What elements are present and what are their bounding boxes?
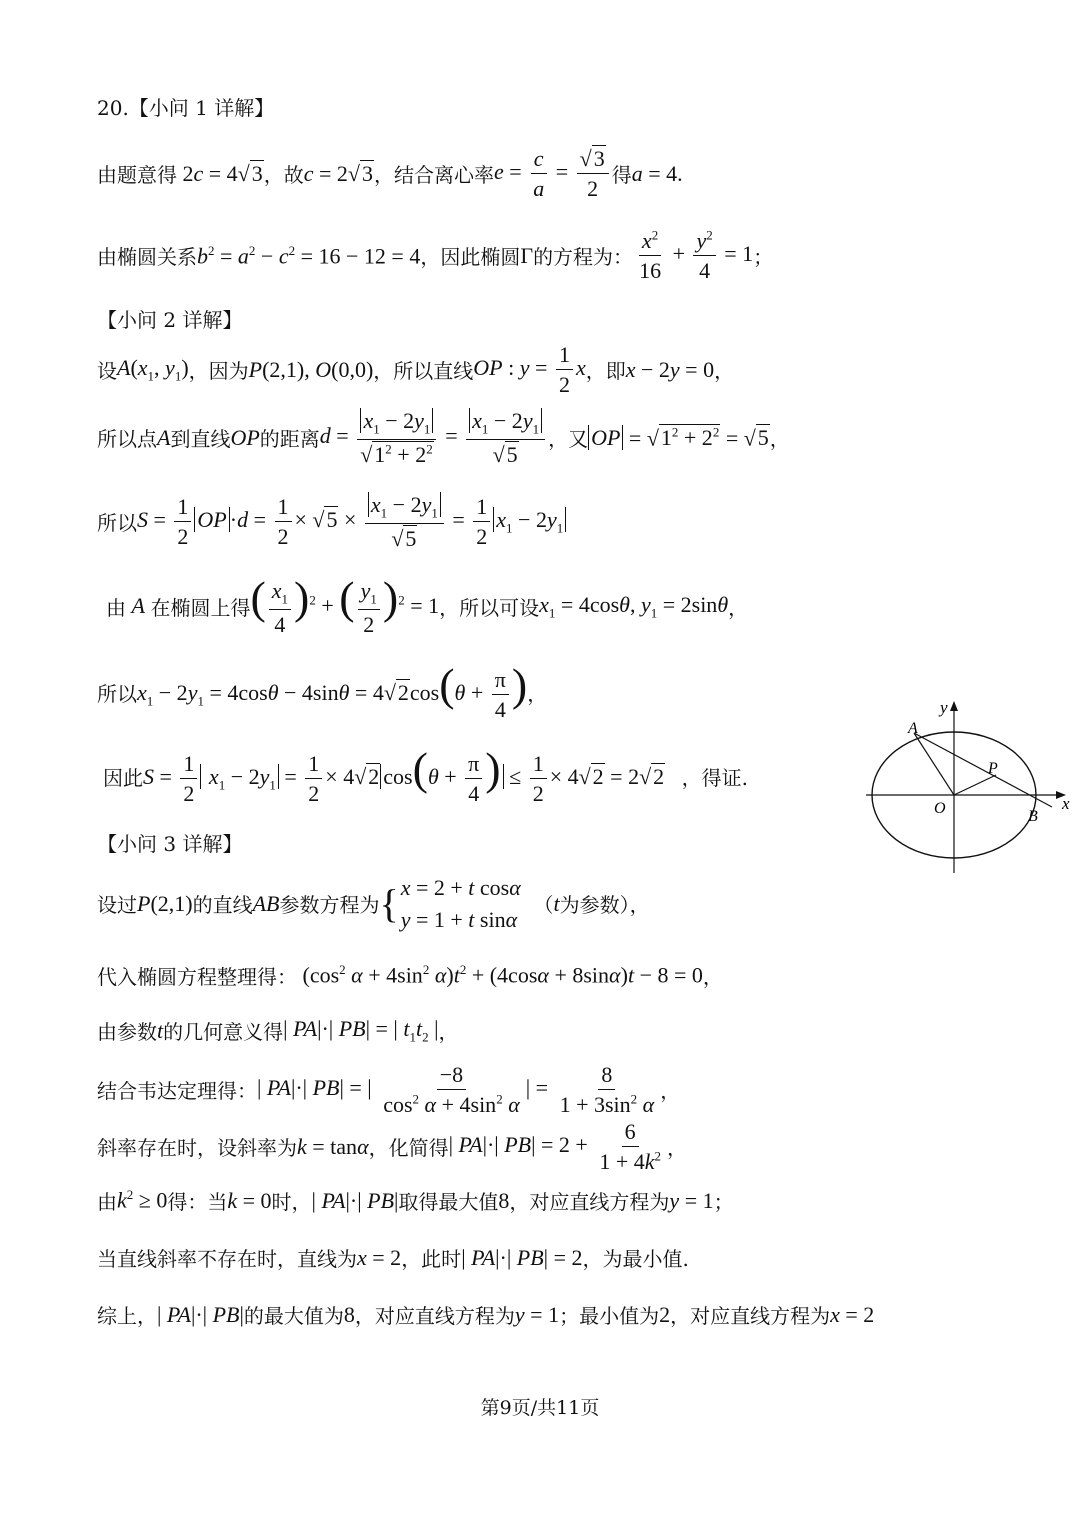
line-AB (914, 733, 1052, 807)
q2-line1-text-b: ，因为 (188, 359, 249, 384)
q3-line1 (97, 872, 650, 936)
ellipse-figure (862, 695, 1080, 880)
q3-line3-text-a: 由参数 (97, 1020, 157, 1045)
q3-line6-text-c: 时， (271, 1190, 312, 1214)
q3-line1-text-b: 的直线 (192, 893, 253, 918)
q3-line3 (97, 1016, 458, 1045)
math-PAPB-3: | PA|·| PB| = 2 (461, 1244, 583, 1270)
q2-line2-text-c: 的距离 (259, 427, 320, 452)
math-vieta: | PA|·| PB| = | $\frac{-8}{\cos^2 \alpha + 4\sin^2 \alpha}$ | = $\frac{8}{1 + 3\sin^2 \alpha}$ (257, 1062, 655, 1118)
q3-line5-text-c: ， (667, 1136, 688, 1161)
math-c: c = 2√3 (303, 160, 373, 186)
q3-line6-text-d: 取得最大值 (398, 1190, 499, 1214)
q3-line7-text-c: ，为最小值. (582, 1247, 689, 1271)
math-OP: OP (230, 424, 260, 450)
q2-line2-text-b: 到直线 (170, 427, 231, 452)
math-PAPB-2: | PA|·| PB| (311, 1187, 399, 1213)
q3-line3-text-b: 的几何意义得 (163, 1020, 284, 1045)
q3-line5 (97, 1119, 687, 1175)
math-ellipse-param: ( $\frac{x_1}{4}$ )$^2$ + ( $\frac{y_1}{2}$ )$^2$ = 1 (250, 572, 440, 638)
label-B: B (1028, 808, 1038, 825)
math-P: P(2,1) (137, 890, 193, 916)
q2-line3-text-a: 所以 (97, 511, 137, 536)
q2-line2 (97, 408, 790, 468)
math-y1: y = 1 (669, 1187, 714, 1213)
q3-line7-text-a: 当直线斜率不存在时，直线为 (97, 1247, 357, 1271)
q1-line1-text-c: ，结合离心率 (374, 163, 494, 188)
q3-line8-text-e: ，对应直线方程为 (670, 1304, 831, 1328)
math-eccentricity: e = $\frac{c}{a}$ = $\frac{√3}{2}$ (494, 146, 612, 202)
math-k2: $k^2 \ge 0$ (117, 1187, 168, 1213)
q3-line7-text-b: ，此时 (401, 1247, 462, 1271)
label-A: A (908, 720, 918, 737)
q2-line6 (103, 743, 749, 807)
q3-line3-text-c: ， (438, 1020, 459, 1045)
q1-line1 (97, 146, 683, 202)
math-area-S: S = $\frac{1}{2}$ OP ·d = $\frac{1}{2}$ × √5 × $\frac{x_1 - 2y_1}{√5}$ = $\frac{1}{2}$ $x_1 - 2y_1$ (137, 492, 566, 552)
segment-OP (954, 775, 996, 795)
q2-line2-text-d: ，又 (548, 427, 589, 452)
q3-line8 (97, 1300, 874, 1329)
math-quadratic: ($\cos^2$ $\alpha + 4\sin^2$ $\alpha)t^2 + (4\cos\alpha + 8\sin\alpha)t - 8 = 0$ (297, 962, 703, 988)
math-OP-length: OP = $√1^2 + 2^2 = √5$ (588, 425, 770, 451)
math-simplified: | PA|·| PB| = 2 + $\frac{6}{1 + 4k^2}$ (448, 1119, 662, 1175)
q1-line1-text-b: ，故 (263, 163, 304, 188)
q2-line6-text-b: ，得证. (681, 765, 749, 790)
math-PAPB: | PA|·| PB| = | $t_1t_2$ | (283, 1016, 439, 1045)
q3-line1-text-d: （ (533, 893, 554, 918)
q2-line1-text-a: 设 (97, 359, 117, 384)
q3-line7 (97, 1243, 689, 1272)
q2-line2-text-e: ， (769, 427, 790, 452)
math-A-coord: $A(x_1$, $y_1$) (117, 355, 189, 384)
q2-line4 (106, 572, 749, 638)
math-AB: AB (252, 890, 280, 916)
math-k-tan: k = tanα (297, 1133, 369, 1159)
q3-line4-text-b: ， (660, 1079, 681, 1104)
math-A: A (157, 424, 171, 450)
q3-line2-text-a: 代入椭圆方程整理得： (97, 965, 297, 989)
q2-line1-text-e: ， (714, 359, 735, 384)
segment-OA (914, 733, 954, 795)
q2-line2-text-a: 所以点 (97, 427, 157, 452)
q2-line1-text-c: ，所以直线 (373, 359, 474, 384)
math-2c: 2c = 4√3 (177, 160, 263, 186)
q3-line6-text-f: ； (713, 1190, 734, 1214)
q3-line1-text-e: 为参数）， (559, 893, 650, 918)
q1-line2-text-c: 的方程为： (533, 245, 634, 270)
math-A-2: A (126, 593, 151, 619)
q2-heading: 【小问 2 详解】 (97, 308, 243, 332)
q3-line8-text-c: ，对应直线方程为 (354, 1304, 515, 1328)
q2-line4-text-a: 由 (106, 595, 126, 620)
q1-line1-text-d: 得 (611, 163, 632, 188)
q3-line2-text-b: ， (702, 965, 723, 989)
q3-line8-text-a: 综上， (97, 1304, 157, 1328)
label-O: O (934, 800, 946, 817)
math-distance: d = $\frac{x_1 - 2y_1}{√1^2 + 2^2}$ = $\frac{x_1 - 2y_1}{√5}$ (320, 408, 548, 468)
q3-line1-text-a: 设过 (97, 893, 137, 918)
math-8: 8 (498, 1187, 510, 1213)
math-t: t (553, 890, 560, 916)
math-y1-2: y = 1 (514, 1301, 560, 1327)
q3-line8-text-b: 的最大值为 (243, 1304, 344, 1328)
q1-heading: 20.【小问 1 详解】 (97, 96, 275, 120)
q2-line5-text-a: 所以 (97, 681, 137, 706)
q3-line6-text-e: ，对应直线方程为 (509, 1190, 670, 1214)
page-footer: 第9页/共11页 (480, 1397, 600, 1419)
math-ellipse-eq: $\frac{x^2}{16}$ + $\frac{y^2}{4}$ = 1 (639, 227, 754, 284)
label-y: y (940, 698, 948, 717)
q2-line4-text-b: 在椭圆上得 (150, 595, 251, 620)
q1-line2-text-a: 由椭圆关系 (97, 245, 197, 270)
math-t-2: t (157, 1017, 164, 1043)
math-x2: x = 2 (357, 1244, 402, 1270)
math-P-O: P(2,1), O(0,0) (248, 356, 374, 382)
q3-line6-text-b: 得：当 (167, 1190, 228, 1214)
math-bound: S = $\frac{1}{2}$ $x_1 - 2y_1$ = $\frac{1}{2}$ × 4√2 cos(θ + $\frac{\pi}{4}$ ) ≤ $\frac{1}{2}$ × 4√2 = 2√2 (143, 743, 665, 807)
q3-line5-text-b: ，化简得 (368, 1136, 449, 1161)
q1-line2-text-b: ，因此椭圆 (420, 245, 521, 270)
q2-line4-text-d: ， (728, 595, 749, 620)
label-P: P (988, 760, 998, 777)
q3-line1-text-c: 参数方程为 (279, 893, 380, 918)
q2-line1-text-d: ，即 (585, 359, 626, 384)
math-PAPB-4: | PA|·| PB| (157, 1301, 244, 1327)
q2-line4-text-c: ，所以可设 (439, 595, 540, 620)
math-a: a = 4. (631, 160, 683, 186)
q2-line5-text-b: ， (527, 681, 548, 706)
q1-line2-text-d: ； (753, 245, 774, 270)
label-x: x (1062, 794, 1070, 813)
math-gamma: Γ (520, 242, 534, 268)
math-param-system: { x = 2 + t cosα y = 1 + t sinα (379, 875, 521, 932)
q1-line2 (97, 228, 773, 284)
math-2: 2 (659, 1301, 671, 1327)
q3-heading: 【小问 3 详解】 (97, 832, 243, 856)
q2-line6-text-a: 因此 (103, 765, 143, 790)
math-OP-general: x − 2y = 0 (625, 356, 715, 382)
q3-line8-text-d: ；最小值为 (559, 1304, 660, 1328)
q3-line6-text-a: 由 (97, 1190, 117, 1214)
q3-line5-text-a: 斜率存在时，设斜率为 (97, 1136, 297, 1161)
math-param-set: $x_1 = 4\cos\theta$, $y_1 = 2\sin\theta$ (539, 591, 729, 621)
math-8-2: 8 (343, 1301, 355, 1327)
q3-line2 (97, 961, 723, 990)
math-k0: k = 0 (227, 1187, 272, 1213)
q2-line1 (97, 342, 734, 398)
math-trig: $x_1 - 2y_1 = 4\cos\theta - 4\sin\theta = 4√2\cos(\theta$ + $\frac{\pi}{4}$ ) (137, 659, 528, 723)
math-x2-2: x = 2 (830, 1301, 875, 1327)
q2-line5 (97, 659, 548, 723)
q3-line4-text-a: 结合韦达定理得： (97, 1079, 257, 1104)
math-b2: $b^2 = a^2 - c^2 = 16 - 12 = 4$ (197, 242, 421, 268)
q3-line6 (97, 1186, 734, 1215)
q3-line4 (97, 1062, 680, 1118)
q1-line1-text-a: 由题意得 (97, 163, 177, 188)
y-axis-arrow (950, 701, 958, 711)
math-OP-line: OP : y = $\frac{1}{2}$ x (473, 342, 586, 398)
q2-line3 (97, 492, 566, 552)
